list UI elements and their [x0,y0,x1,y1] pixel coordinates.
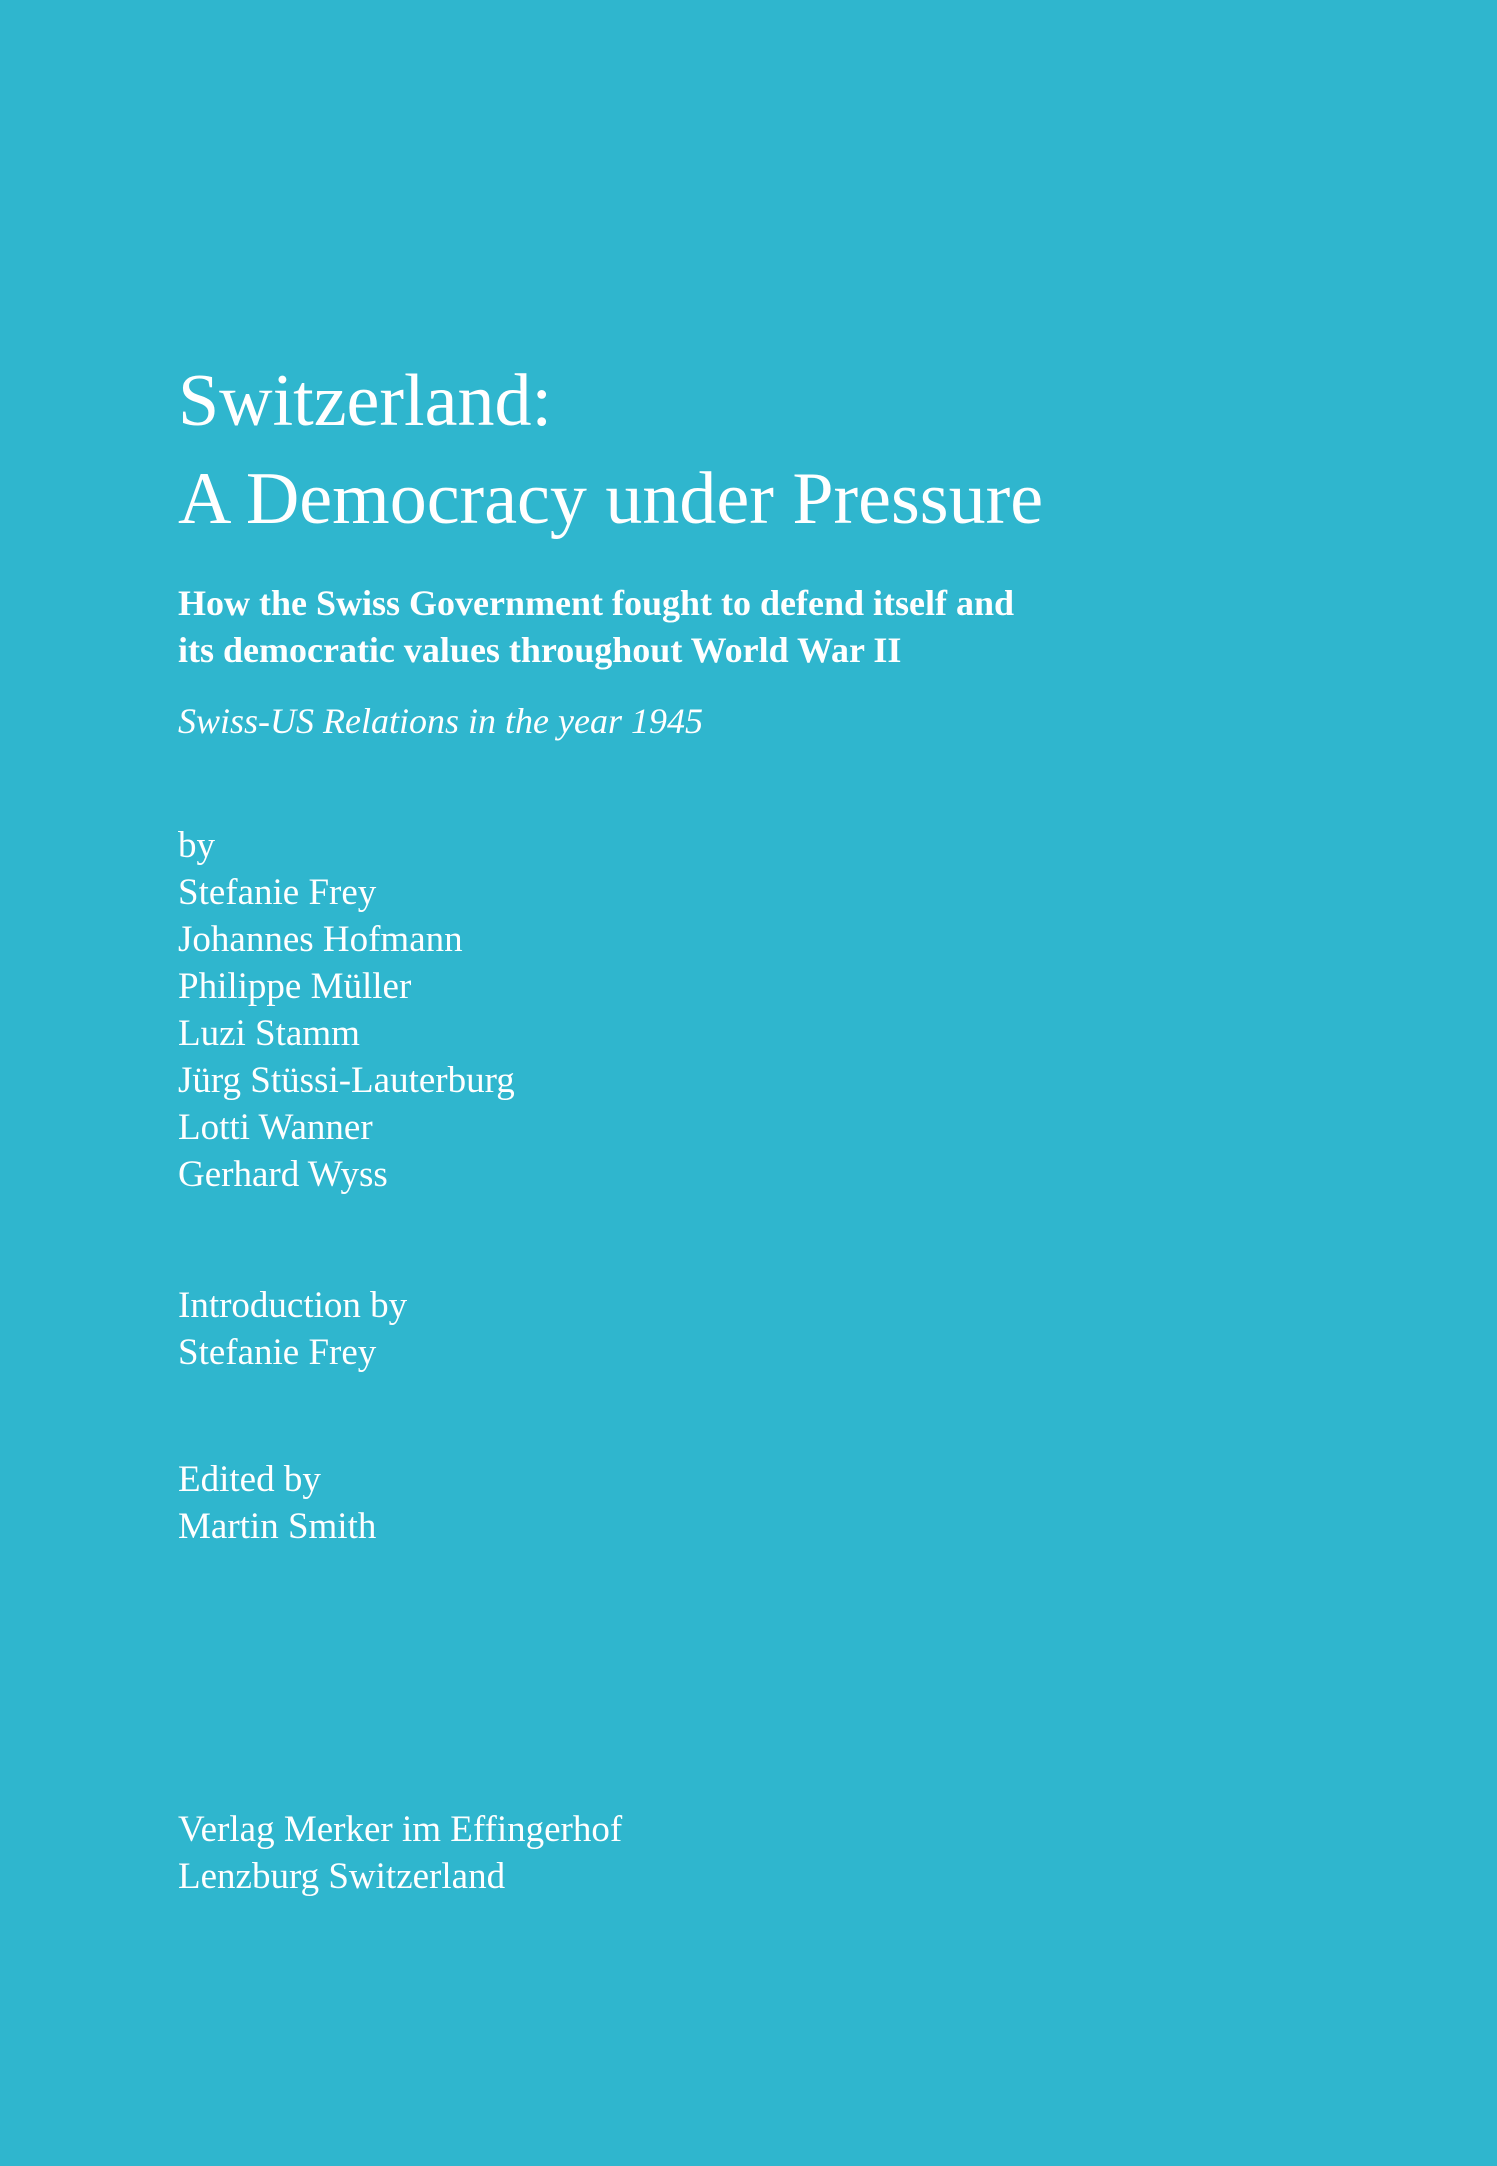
author-name: Stefanie Frey [178,872,377,913]
publisher-block [178,1806,622,1900]
editor-label: Edited by [178,1459,321,1500]
author-name: Philippe Müller [178,966,412,1007]
author-name: Jürg Stüssi-Lauterburg [178,1060,515,1101]
book-subtitle [178,580,1014,674]
authors-block [178,822,515,1198]
author-name: Gerhard Wyss [178,1154,388,1195]
book-title-line-2: A Democracy under Pressure [178,458,1044,540]
author-name: Johannes Hofmann [178,919,463,960]
authors-label: by [178,825,215,866]
book-title-line-1: Switzerland: [178,360,553,442]
publisher-location: Lenzburg Switzerland [178,1856,506,1897]
publisher-name: Verlag Merker im Effingerhof [178,1809,623,1850]
author-name: Lotti Wanner [178,1107,373,1148]
book-subtitle-line-1: How the Swiss Government fought to defend itself and [178,583,1015,623]
book-subtitle-line-2: its democratic values throughout World War II [178,630,902,670]
editor-name: Martin Smith [178,1506,377,1547]
introduction-author: Stefanie Frey [178,1332,377,1373]
editor-block [178,1456,376,1550]
author-name: Luzi Stamm [178,1013,360,1054]
series-line: Swiss-US Relations in the year 1945 [178,701,703,741]
introduction-label: Introduction by [178,1285,408,1326]
introduction-block [178,1282,407,1376]
book-title [178,352,1043,548]
